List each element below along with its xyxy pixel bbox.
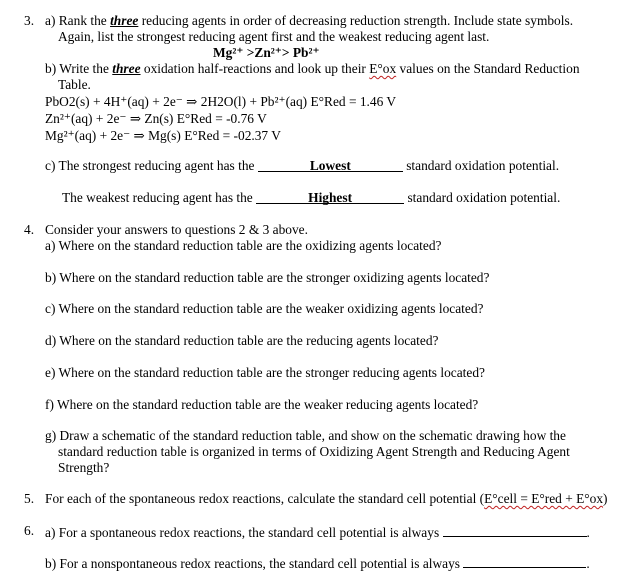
answer-blank-lowest[interactable]: Lowest — [258, 158, 403, 172]
q3b-line2: Table. — [58, 77, 91, 92]
answer-blank-nonspontaneous[interactable] — [463, 554, 586, 568]
q4-number: 4. — [24, 222, 35, 237]
q4g-line1: g) Draw a schematic of the standard reduction table, and show on the schematic drawing how the — [45, 428, 566, 443]
eox-term: E°ox — [369, 61, 397, 76]
q4-intro: Consider your answers to questions 2 & 3 above. — [45, 222, 308, 237]
q6a: a) For a spontaneous redox reactions, the standard cell potential is always . — [45, 525, 590, 540]
q3c-line1: c) The strongest reducing agent has the Lowest standard oxidation potential. — [45, 158, 560, 173]
q4a: a) Where on the standard reduction table are the oxidizing agents located? — [45, 238, 442, 253]
q3a-three: three — [110, 13, 139, 28]
q4f: f) Where on the standard reduction table are the weaker reducing agents located? — [45, 397, 479, 412]
q5-number: 5. — [24, 491, 35, 506]
answer-blank-spontaneous[interactable] — [443, 523, 587, 537]
answer-blank-highest[interactable]: Highest — [256, 190, 404, 204]
q5-text: For each of the spontaneous redox reactions, calculate the standard cell potential (E°cell = E°red + E°ox) — [45, 491, 608, 506]
reaction-zn: Zn²⁺(aq) + 2e⁻ ⇒ Zn(s) E°Red = -0.76 V — [45, 111, 267, 126]
q6b: b) For a nonspontaneous redox reactions, the standard cell potential is always . — [45, 556, 590, 571]
q4d: d) Where on the standard reduction table are the reducing agents located? — [45, 333, 439, 348]
q3b-three: three — [112, 61, 141, 76]
q3-number: 3. — [24, 13, 35, 28]
reaction-pbo2: PbO2(s) + 4H⁺(aq) + 2e⁻ ⇒ 2H2O(l) + Pb²⁺(aq) E°Red = 1.46 V — [45, 94, 397, 109]
q3c-line2: The weakest reducing agent has the Highest standard oxidation potential. — [62, 190, 561, 205]
q3b-line1: b) Write the three oxidation half-reactions and look up their E°ox values on the Standard Reduction — [45, 61, 580, 76]
q4g-line2: standard reduction table is organized in terms of Oxidizing Agent Strength and Reducing Agent — [58, 444, 570, 459]
q4b: b) Where on the standard reduction table are the stronger oxidizing agents located? — [45, 270, 490, 285]
q3a-line1: a) Rank the three reducing agents in order of decreasing reduction strength. Include state symbols. — [45, 13, 574, 28]
cell-potential-formula: E°cell = E°red + E°ox — [484, 491, 604, 506]
q6-number: 6. — [24, 523, 35, 538]
q4g-line3: Strength? — [58, 460, 110, 475]
reaction-mg: Mg²⁺(aq) + 2e⁻ ⇒ Mg(s) E°Red = -02.37 V — [45, 128, 281, 143]
q4e: e) Where on the standard reduction table are the stronger reducing agents located? — [45, 365, 485, 380]
q4c: c) Where on the standard reduction table are the weaker oxidizing agents located? — [45, 301, 484, 316]
q3a-answer: Mg²⁺ >Zn²⁺> Pb²⁺ — [213, 45, 320, 60]
q3a-line2: Again, list the strongest reducing agent first and the weakest reducing agent last. — [58, 29, 490, 44]
